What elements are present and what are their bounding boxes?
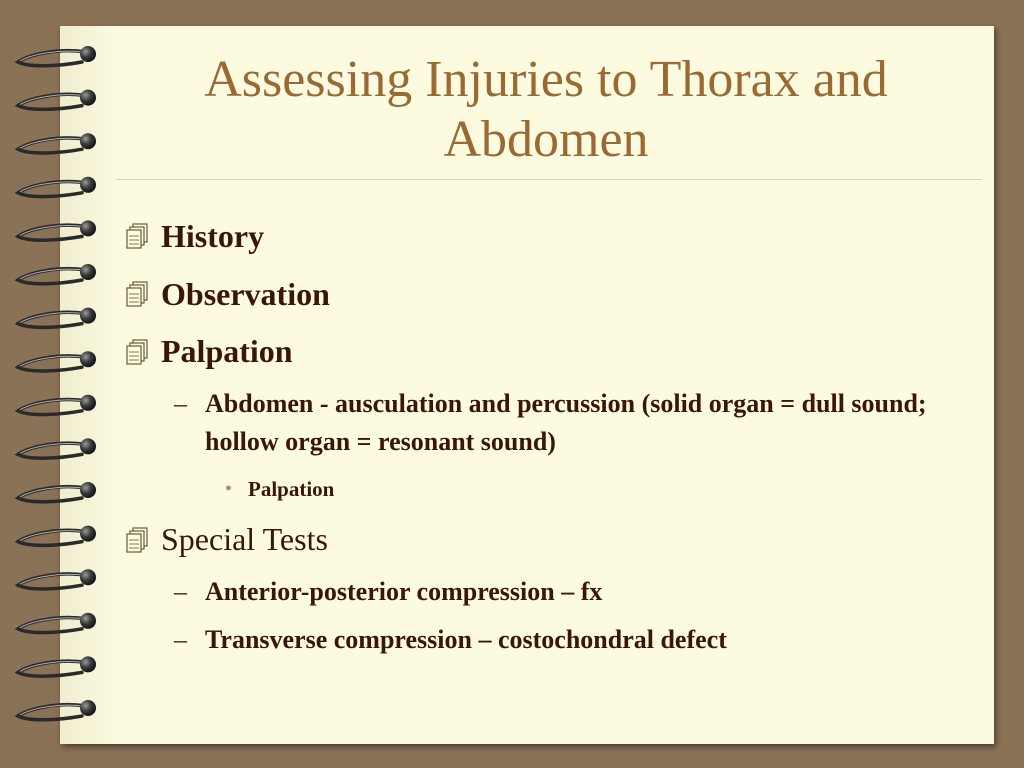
bullet-special-tests: Special Tests [161, 521, 328, 557]
notepad-icon [124, 222, 150, 250]
slide-title: Assessing Injuries to Thorax and Abdomen [204, 51, 888, 168]
notepad-icon [124, 280, 150, 308]
bullet-palpation: Palpation [161, 333, 293, 369]
dash-marker: – [174, 389, 187, 418]
notepad-icon [124, 526, 150, 554]
bullet-observation: Observation [161, 276, 330, 312]
sub-bullet-abdomen: Abdomen - ausculation and percussion (solid organ = dull sound; hollow organ = resonant sound) [205, 389, 927, 456]
sub-bullet-transverse-compression: Transverse compression – costochondral defect [205, 625, 727, 654]
dash-marker: – [174, 625, 187, 654]
dash-marker: – [174, 577, 187, 606]
dot-marker: • [225, 478, 233, 500]
sub-bullet-ap-compression: Anterior-posterior compression – fx [205, 577, 603, 606]
bullet-history: History [161, 218, 265, 254]
notepad-icon [124, 338, 150, 366]
sub-sub-bullet-palpation: Palpation [248, 477, 335, 501]
